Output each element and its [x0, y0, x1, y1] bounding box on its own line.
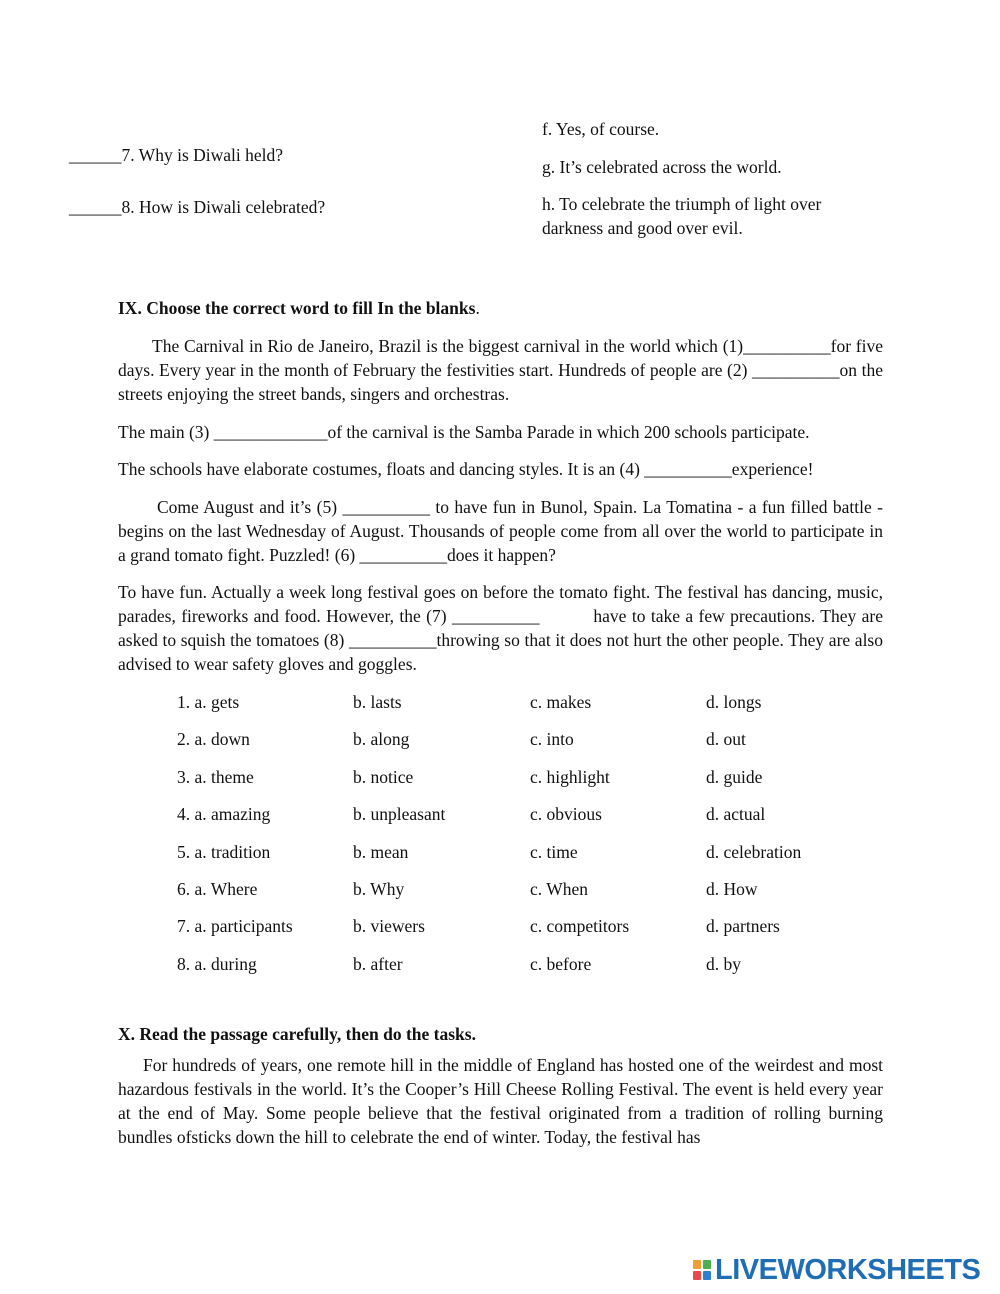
- logo-tile: [703, 1260, 711, 1269]
- option-row: [177, 914, 877, 951]
- option-row: [177, 727, 877, 764]
- option-8b: b. after: [353, 953, 403, 974]
- option-1c: c. makes: [530, 692, 592, 712]
- section-x-paragraph-1: For hundreds of years, one remote hill in the middle of England has hosted one of the weirdest and most hazardous festivals in the world. It’s the Cooper’s Hill Cheese Rolling Festival. The event is held every year at the end of May. Some people believe that the festival originated from a tradition of rolling burning bundles ofsticks down the hill to celebrate the end of winter. Today, the festival has: [118, 1055, 883, 1147]
- section-ix-paragraph-2: The main (3) _____________of the carnival is the Samba Parade in which 200 schools participate.: [118, 422, 810, 442]
- option-1d: d. longs: [706, 692, 762, 712]
- option-2a: 2. a. down: [177, 729, 250, 750]
- answer-options-table: [177, 690, 877, 989]
- option-8c: c. before: [530, 953, 592, 974]
- logo-tile: [693, 1271, 701, 1280]
- liveworksheets-logo: [693, 1256, 980, 1284]
- option-4c: c. obvious: [530, 804, 602, 825]
- section-ix-paragraph-4: Come August and it’s (5) __________ to have fun in Bunol, Spain. La Tomatina - a fun filled battle - begins on the last Wednesday of August. Thousands of people come from all over the world to participate in a grand tomato fight. Puzzled! (6) __________does it happen?: [118, 497, 883, 565]
- option-1b: b. lasts: [353, 692, 402, 712]
- section-ix-paragraph-3: The schools have elaborate costumes, floats and dancing styles. It is an (4) __________experience!: [118, 459, 814, 479]
- option-row: [177, 802, 877, 839]
- option-row: [177, 952, 877, 989]
- option-7d: d. partners: [706, 916, 780, 937]
- question-7: ______7. Why is Diwali held?: [69, 145, 284, 165]
- option-6a: 6. a. Where: [177, 878, 258, 899]
- option-7b: b. viewers: [353, 916, 425, 937]
- option-2b: b. along: [353, 729, 410, 750]
- option-2d: d. out: [706, 729, 746, 750]
- answer-g: g. It’s celebrated across the world.: [542, 157, 782, 177]
- option-4b: b. unpleasant: [353, 804, 446, 825]
- logo-tile: [693, 1260, 701, 1269]
- section-ix-paragraph-1: The Carnival in Rio de Janeiro, Brazil is the biggest carnival in the world which (1)__________for five days. Every year in the month of February the festivities start. Hundreds of people are (2) __________on the streets enjoying the street bands, singers and orchestras.: [118, 336, 883, 404]
- option-7c: c. competitors: [530, 916, 630, 937]
- option-3a: 3. a. theme: [177, 766, 254, 787]
- section-x-title: X. Read the passage carefully, then do the tasks.: [118, 1024, 476, 1044]
- option-5d: d. celebration: [706, 841, 802, 862]
- option-5c: c. time: [530, 841, 578, 862]
- question-8: ______8. How is Diwali celebrated?: [69, 197, 326, 217]
- option-5a: 5. a. tradition: [177, 841, 271, 862]
- option-row: [177, 690, 877, 727]
- option-1a: 1. a. gets: [177, 692, 240, 712]
- logo-tiles-icon: [693, 1260, 711, 1280]
- option-3b: b. notice: [353, 766, 414, 787]
- section-ix-heading: [118, 296, 480, 320]
- option-8d: d. by: [706, 953, 741, 974]
- option-5b: b. mean: [353, 841, 409, 862]
- option-7a: 7. a. participants: [177, 916, 293, 937]
- answer-h-line2: darkness and good over evil.: [542, 218, 743, 238]
- logo-tile: [703, 1271, 711, 1280]
- option-6c: c. When: [530, 878, 588, 899]
- option-4a: 4. a. amazing: [177, 804, 271, 825]
- option-4d: d. actual: [706, 804, 766, 825]
- option-row: [177, 877, 877, 914]
- option-2c: c. into: [530, 729, 574, 750]
- logo-text: LIVEWORKSHEETS: [715, 1254, 981, 1286]
- section-ix-paragraph-5: To have fun. Actually a week long festival goes on before the tomato fight. The festival has dancing, music, parades, fireworks and food. However, the (7) __________ have to take a few precautions. They are asked to squish the tomatoes (8) __________throwing so that it does not hurt the other people. They are also advised to wear safety gloves and goggles.: [118, 582, 888, 674]
- option-3c: c. highlight: [530, 766, 610, 787]
- answer-h-line1: h. To celebrate the triumph of light over: [542, 194, 822, 214]
- option-6d: d. How: [706, 878, 758, 899]
- option-8a: 8. a. during: [177, 953, 257, 974]
- option-6b: b. Why: [353, 878, 405, 899]
- section-ix-title: IX. Choose the correct word to fill In the blanks: [118, 298, 476, 318]
- section-ix-title-period: .: [475, 298, 480, 318]
- option-row: [177, 840, 877, 877]
- answer-f: f. Yes, of course.: [542, 119, 660, 139]
- option-row: [177, 765, 877, 802]
- option-3d: d. guide: [706, 766, 763, 787]
